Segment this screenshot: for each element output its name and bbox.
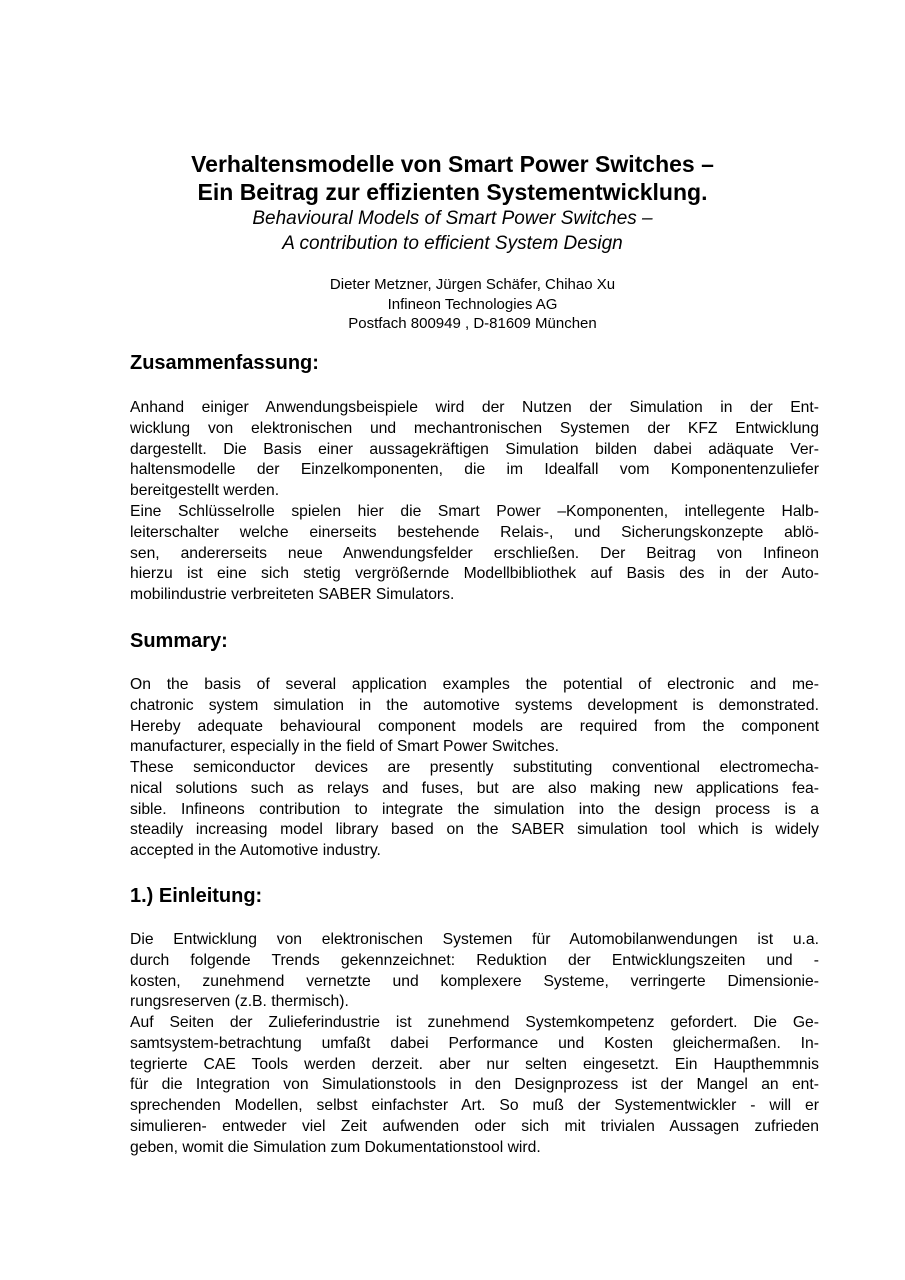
text-line: Hereby adequate behavioural component models are required from the component <box>130 717 819 735</box>
text-line: Auf Seiten der Zulieferindustrie ist zunehmend Systemkompetenz gefordert. Die Ge- <box>130 1014 819 1031</box>
text-line: rungsreserven (z.B. thermisch). <box>130 993 349 1011</box>
paragraph-zusammenfassung-1 <box>130 398 819 502</box>
paragraph-summary-1 <box>130 675 819 758</box>
heading-einleitung: 1.) Einleitung: <box>130 885 263 907</box>
text-line: accepted in the Automotive industry. <box>130 842 381 860</box>
author-affiliation: Infineon Technologies AG <box>387 295 558 313</box>
text-line: These semiconductor devices are presently substituting conventional electromecha- <box>130 759 819 776</box>
title-german-line-2: Ein Beitrag zur effizienten Systementwicklung. <box>197 179 708 205</box>
text-line: tegrierte CAE Tools werden derzeit. aber nur selten eingesetzt. Ein Haupthemmnis <box>130 1055 819 1073</box>
title-block <box>0 150 905 256</box>
text-line: Die Entwicklung von elektronischen Systemen für Automobilanwendungen ist u.a. <box>130 931 819 948</box>
paragraph-summary-2 <box>130 758 819 862</box>
text-line: kosten, zunehmend vernetzte und komplexere Systeme, verringerte Dimensionie- <box>130 972 819 990</box>
text-line: geben, womit die Simulation zum Dokumentationstool wird. <box>130 1138 541 1156</box>
text-line: Anhand einiger Anwendungsbeispiele wird der Nutzen der Simulation in der Ent- <box>130 399 819 416</box>
text-line: sprechenden Modellen, selbst einfachster Art. So muß der Systementwickler - will er <box>130 1097 819 1115</box>
text-line: mobilindustrie verbreiteten SABER Simulators. <box>130 586 455 604</box>
text-line: sible. Infineons contribution to integrate the simulation into the design process is a <box>130 800 819 818</box>
title-german-line-1: Verhaltensmodelle von Smart Power Switches – <box>191 151 714 177</box>
text-line: für die Integration von Simulationstools in den Designprozess ist der Mangel an ent- <box>130 1076 819 1094</box>
text-line: On the basis of several application examples the potential of electronic and me- <box>130 676 819 693</box>
title-english-line-1: Behavioural Models of Smart Power Switches – <box>252 208 653 229</box>
paragraph-einleitung-2 <box>130 1013 819 1159</box>
text-line: simulieren- entweder viel Zeit aufwenden oder sich mit trivialen Aussagen zufrieden <box>130 1117 819 1135</box>
text-line: chatronic system simulation in the automotive systems development is demonstrated. <box>130 696 819 714</box>
text-line: wicklung von elektronischen und mechantronischen Systemen der KFZ Entwicklung <box>130 419 819 437</box>
text-line: manufacturer, especially in the field of Smart Power Switches. <box>130 738 559 756</box>
heading-zusammenfassung: Zusammenfassung: <box>130 352 319 374</box>
text-line: Eine Schlüsselrolle spielen hier die Smart Power –Komponenten, intellegente Halb- <box>130 503 819 520</box>
text-line: dargestellt. Die Basis einer aussagekräftigen Simulation bilden dabei adäquate Ver- <box>130 440 819 458</box>
text-line: bereitgestellt werden. <box>130 482 280 500</box>
authors-block <box>0 275 905 334</box>
heading-summary: Summary: <box>130 630 228 652</box>
text-line: haltensmodelle der Einzelkomponenten, die im Idealfall vom Komponentenzuliefer <box>130 461 819 479</box>
text-line: nical solutions such as relays and fuses, but are also making new applications fea- <box>130 779 819 797</box>
paragraph-einleitung-1 <box>130 930 819 1013</box>
author-names: Dieter Metzner, Jürgen Schäfer, Chihao Xu <box>329 276 616 293</box>
title-english-line-2: A contribution to efficient System Design <box>282 233 623 254</box>
author-address: Postfach 800949 , D-81609 München <box>348 315 597 332</box>
text-line: leiterschalter welche einerseits bestehende Relais-, und Sicherungskonzepte ablö- <box>130 523 819 541</box>
text-line: samtsystem-betrachtung umfaßt dabei Performance und Kosten gleichermaßen. In- <box>130 1034 819 1052</box>
text-line: durch folgende Trends gekennzeichnet: Reduktion der Entwicklungszeiten und - <box>130 951 819 969</box>
paragraph-zusammenfassung-2 <box>130 502 819 606</box>
text-line: hierzu ist eine sich stetig vergrößernde Modellbibliothek auf Basis des in der Auto- <box>130 565 819 583</box>
text-line: steadily increasing model library based on the SABER simulation tool which is widely <box>130 821 819 839</box>
text-line: sen, andererseits neue Anwendungsfelder erschließen. Der Beitrag von Infineon <box>130 544 819 562</box>
